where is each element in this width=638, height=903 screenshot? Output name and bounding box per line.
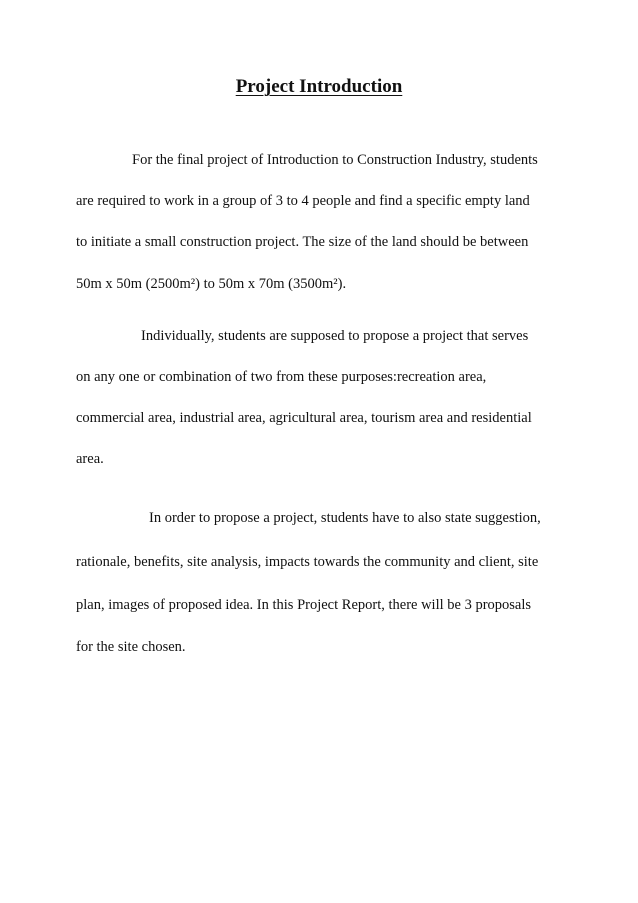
paragraph-2-line-3: commercial area, industrial area, agricultural area, tourism area and residential — [76, 410, 532, 426]
paragraph-1-line-4: 50m x 50m (2500m²) to 50m x 70m (3500m²). — [76, 276, 347, 292]
paragraph-3-line-3: plan, images of proposed idea. In this Project Report, there will be 3 proposals — [76, 597, 532, 613]
paragraph-3-line-2: rationale, benefits, site analysis, impacts towards the community and client, site — [76, 554, 539, 570]
paragraph-2-line-4: area. — [76, 451, 104, 467]
paragraph-1-line-3: to initiate a small construction project. The size of the land should be between — [76, 234, 529, 250]
paragraph-2-line-1: Individually, students are supposed to propose a project that serves — [141, 328, 529, 344]
paragraph-1-line-2: are required to work in a group of 3 to 4 people and find a specific empty land — [76, 193, 530, 209]
paragraph-2-line-2: on any one or combination of two from these purposes:recreation area, — [76, 369, 487, 385]
paragraph-3-line-1: In order to propose a project, students have to also state suggestion, — [149, 510, 541, 526]
page-title: Project Introduction — [235, 76, 403, 97]
paragraph-3-line-4: for the site chosen. — [76, 639, 186, 655]
paragraph-1-line-1: For the final project of Introduction to Construction Industry, students — [132, 152, 538, 168]
